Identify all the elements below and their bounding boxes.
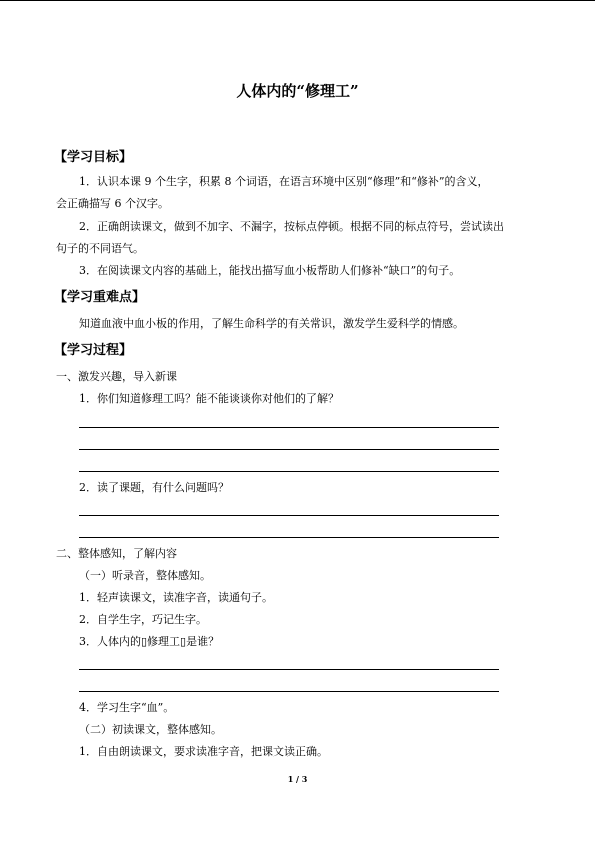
part2-item-2: 2．自学生字，巧记生字。 bbox=[79, 613, 207, 626]
part1-heading: 一、激发兴趣，导入新课 bbox=[56, 370, 177, 383]
section-heading-keypoints: 【学习重难点】 bbox=[54, 290, 146, 305]
part2-item-3: 3．人体内的▯修理工▯是谁？ bbox=[79, 635, 220, 648]
answer-line bbox=[79, 471, 499, 472]
goal-3: 3．在阅读课文内容的基础上，能找出描写血小板帮助人们修补“缺口”的句子。 bbox=[79, 264, 461, 277]
goal-2-line-2: 句子的不同语气。 bbox=[56, 242, 144, 255]
page-top-border bbox=[0, 0, 595, 1]
answer-line bbox=[79, 427, 499, 428]
goal-2-line-1: 2．正确朗读课文，做到不加字、不漏字，按标点停顿。根据不同的标点符号，尝试读出 bbox=[79, 220, 504, 233]
part2-subsection-1: （一）听录音，整体感知。 bbox=[79, 569, 211, 582]
page-title: 人体内的“修理工” bbox=[236, 82, 359, 100]
answer-line bbox=[79, 515, 499, 516]
answer-line bbox=[79, 449, 499, 450]
goal-1-line-1: 1．认识本课 9 个生字，积累 8 个词语，在语言环境中区别“修理”和“修补”的含义， bbox=[79, 175, 489, 188]
goal-1-line-2: 会正确描写 6 个汉字。 bbox=[56, 197, 169, 210]
part2-item-4: 4．学习生字“血”。 bbox=[79, 701, 175, 714]
part2-heading: 二、整体感知，了解内容 bbox=[56, 547, 177, 560]
answer-line bbox=[79, 691, 499, 692]
part1-question-2: 2．读了课题，有什么问题吗？ bbox=[79, 481, 229, 494]
section-heading-goals: 【学习目标】 bbox=[54, 150, 133, 165]
part1-question-1: 1．你们知道修理工吗？能不能谈谈你对他们的了解？ bbox=[79, 392, 339, 405]
section-heading-process: 【学习过程】 bbox=[54, 343, 133, 358]
answer-line bbox=[79, 537, 499, 538]
answer-line bbox=[79, 669, 499, 670]
part2-subsection-2: （二）初读课文，整体感知。 bbox=[79, 723, 222, 736]
part2-item-1: 1．轻声读课文，读准字音，读通句子。 bbox=[79, 591, 273, 604]
page-number: 1 / 3 bbox=[287, 774, 308, 784]
part2-item-5: 1．自由朗读课文，要求读准字音，把课文读正确。 bbox=[79, 745, 328, 758]
keypoints-text: 知道血液中血小板的作用，了解生命科学的有关常识，激发学生爱科学的情感。 bbox=[79, 317, 464, 330]
